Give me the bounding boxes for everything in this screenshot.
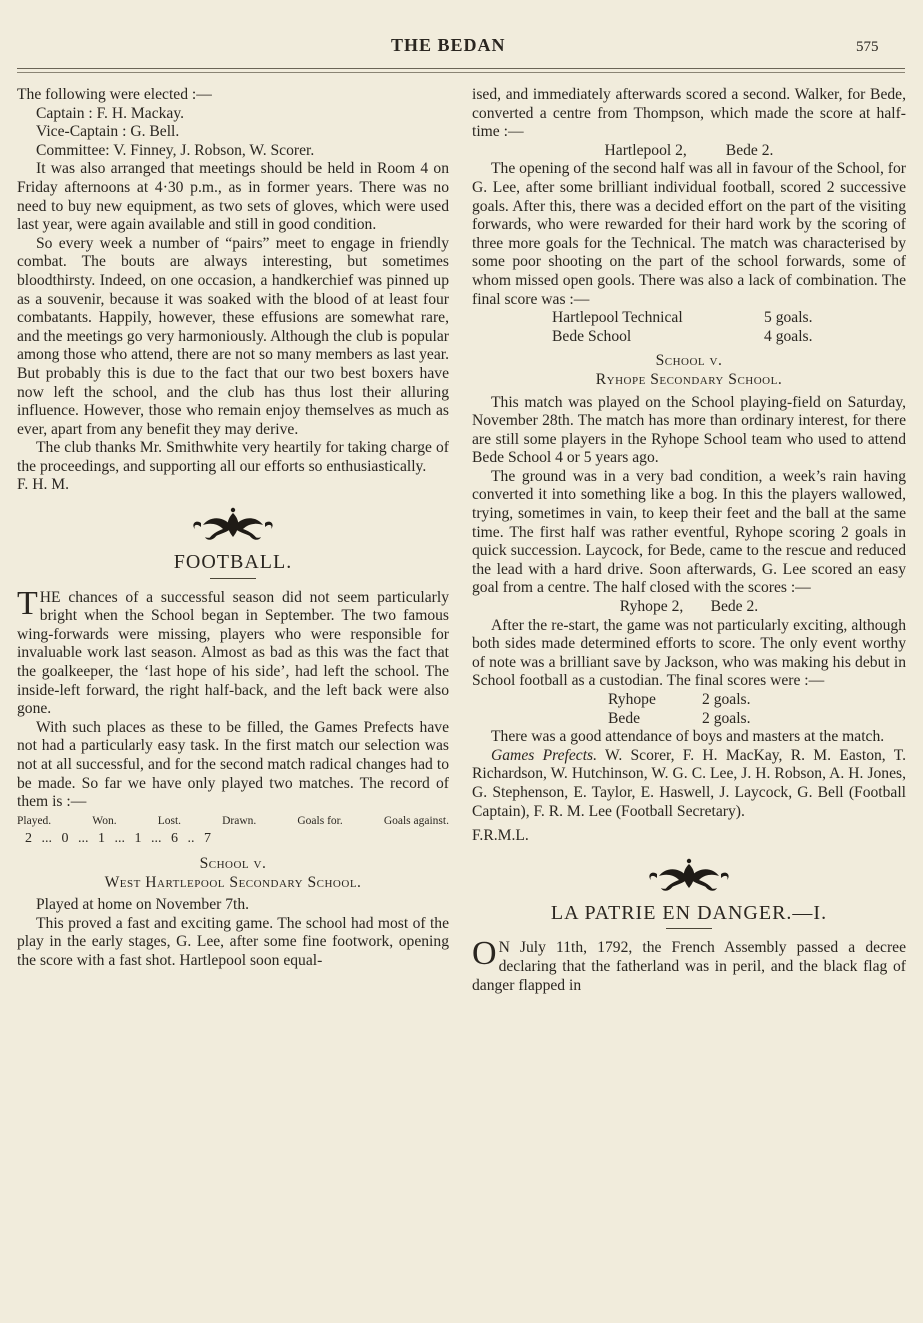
match1-heading-line1: School v. (199, 854, 267, 872)
page-number: 575 (856, 39, 879, 55)
match1-paragraph-3: The opening of the second half was all in favour of the School, for G. Lee, after some brilliant individual football, scored 2 successive goals. After this, there was a decided effort on the part of the visiting forwards, who were rewarded for their hard work by the scoring of three more goals for the Technical. The match was characterised by some poor shooting on the part of the school forwards, some of whom missed open gools. There was also a lack of combination. The final score was :— (472, 160, 906, 308)
record-header-goals-against: Goals against. (383, 814, 449, 827)
final1-team-1: Hartlepool Technical (552, 309, 683, 327)
final2-row-1 (608, 691, 906, 710)
final1-score-1: 5 goals. (764, 309, 813, 327)
football-paragraph-1 (17, 584, 449, 719)
record-header-played: Played. (17, 814, 52, 827)
halftime-score-2: Ryhope 2, Bede 2. (619, 598, 759, 616)
patrie-title-rule (666, 928, 712, 929)
match2-paragraph-3: After the re-start, the game was not particularly exciting, although both sides made determined efforts to score. The only event worthy of note was a brilliant save by Jackson, who was making his debut in School football as a custodian. The final scores were :— (472, 616, 906, 690)
match2-heading-line1: School v. (655, 352, 723, 370)
match1-paragraph-2-continued: ised, and immediately afterwards scored a second. Walker, for Bede, converted a centre from Thompson, which made the score at half-time :— (472, 86, 906, 141)
paragraph-pairs: So every week a number of “pairs” meet to engage in friendly combat. The bouts are always interesting, but sometimes bloodthirsty. Indeed, on one occasion, a handkerchief was pinned up as a souvenir, because it was soaked with the blood of at least four combatants. Happily, however, these effusions are somewhat rare, and the meetings go very harmoniously. Although the club is popular among those who attend, there are not so many members as last year. But probably this is due to the fact that our two best boxers have now left the school, and the club has thus lost their alluring influence. However, those who remain enjoy themselves as much as ever, apart from any benefit they may derive. (17, 234, 449, 438)
match2-heading-line2: Ryhope Secondary School. (595, 370, 783, 388)
record-header-drawn: Drawn. (222, 814, 257, 827)
final2-team-1: Ryhope (608, 691, 656, 708)
ornament-icon (187, 505, 279, 545)
record-header-goals-for: Goals for. (297, 814, 343, 827)
ornament-icon (639, 856, 739, 896)
header-rule (17, 68, 905, 69)
vice-captain-line: Vice-Captain : G. Bell. (36, 123, 180, 141)
paragraph-meetings: It was also arranged that meetings should be held in Room 4 on Friday afternoons at 4·30 p.m., as in former years. There was no need to buy new equipment, as two sets of gloves, which were used last year, were again available and still in good condition. (17, 160, 449, 234)
patrie-paragraph-1 (472, 935, 906, 995)
football-paragraph-2: With such places as these to be filled, the Games Prefects have not had a particularly easy task. In the first match our selection was not at all successful, and for the second match radical changes had to be made. So far we have only played two matches. The record of them is :— (17, 718, 449, 811)
committee-line: Committee: V. Finney, J. Robson, W. Scorer. (36, 141, 315, 159)
football-title-rule (210, 578, 256, 579)
prefects-paragraph (472, 747, 906, 821)
running-title: THE BEDAN (391, 35, 506, 55)
dropcap-o: O (472, 935, 497, 973)
record-table-header (17, 812, 449, 831)
match1-heading-line2: West Hartlepool Secondary School. (104, 873, 362, 891)
final2-row-2 (608, 710, 906, 729)
final1-row-2 (552, 328, 906, 347)
left-column (17, 86, 449, 971)
halftime-score-1: Hartlepool 2, Bede 2. (604, 141, 774, 159)
match2-paragraph-4: There was a good attendance of boys and masters at the match. (491, 728, 885, 746)
page-header (0, 28, 923, 68)
record-header-lost: Lost. (157, 814, 182, 827)
football-title: FOOTBALL. (173, 551, 293, 574)
final2-team-2: Bede (608, 709, 641, 727)
match1-paragraph-2: This proved a fast and exciting game. The school had most of the play in the early stages, G. Lee, after some fine footwork, opening the score with a fast shot. Hartlepool soon equal- (17, 914, 449, 969)
match2-paragraph-1: This match was played on the School playing-field on Saturday, November 28th. The match has more than ordinary interest, for there are still some players in the Ryhope School team who used to attend Bede School 4 or 5 years ago. (472, 393, 906, 467)
header-rule-secondary (17, 72, 905, 73)
record-table-values (17, 830, 449, 849)
record-header-won: Won. (92, 814, 117, 827)
paragraph-thanks: The club thanks Mr. Smithwhite very heartily for taking charge of the proceedings, and supporting all our efforts so enthusiastically. (17, 439, 449, 475)
patrie-paragraph-1-text: N July 11th, 1792, the French Assembly passed a decree declaring that the fatherland was in peril, and the black flag of danger flapped in (472, 939, 906, 994)
football-paragraph-1-text: HE chances of a successful season did not seem particularly bright when the School began in September. The two famous wing-forwards were missing, players who were responsible for invaluable work last season. Almost as bad as this was the fact that the goalkeeper, the ‘last hope of his side’, had left the school. The inside-left forward, the right half-back, and the left back were also gone. (17, 588, 449, 718)
signature-football: F.R.M.L. (472, 827, 529, 845)
match2-paragraph-2: The ground was in a very bad condition, a week’s rain having converted it into something like a bog. In this the players wallowed, trying, sometimes in vain, to keep their feet and the ball at the same time. The first half was rather eventful, Ryhope scoring 2 goals in quick succession. Laycock, for Bede, came to the rescue and reduced the lead with a hard drive. Soon afterwards, G. Lee scored an easy goal from a centre. The half closed with the scores :— (472, 467, 906, 597)
elected-intro: The following were elected :— (17, 86, 212, 103)
dropcap-t: T (17, 584, 38, 622)
patrie-title: LA PATRIE EN DANGER.—I. (550, 901, 828, 924)
final1-row-1 (552, 309, 906, 328)
final2-score-1: 2 goals. (702, 691, 751, 708)
final1-score-2: 4 goals. (764, 327, 813, 345)
captain-line: Captain : F. H. Mackay. (36, 104, 185, 122)
record-values: 2 ... 0 ... 1 ... 1 ... 6 .. 7 (25, 831, 211, 847)
match1-paragraph-1: Played at home on November 7th. (36, 896, 250, 914)
final2-score-2: 2 goals. (702, 709, 751, 727)
final1-team-2: Bede School (552, 327, 632, 345)
final-score-2 (472, 691, 906, 728)
prefects-label: Games Prefects. (491, 746, 598, 764)
signature-boxing: F. H. M. (17, 476, 70, 494)
right-column (472, 86, 906, 995)
prefects-list: W. Scorer, F. H. MacKay, R. M. Easton, T. Richardson, W. Hutchinson, W. G. C. Lee, J. H. Robson, A. H. Jones, G. Stephenson, E. Taylor, E. Haswell, J. Laycock, G. Bell (Football Captain), F. R. M. Lee (Football Secretary). (472, 746, 906, 820)
final-score-1 (472, 309, 906, 346)
